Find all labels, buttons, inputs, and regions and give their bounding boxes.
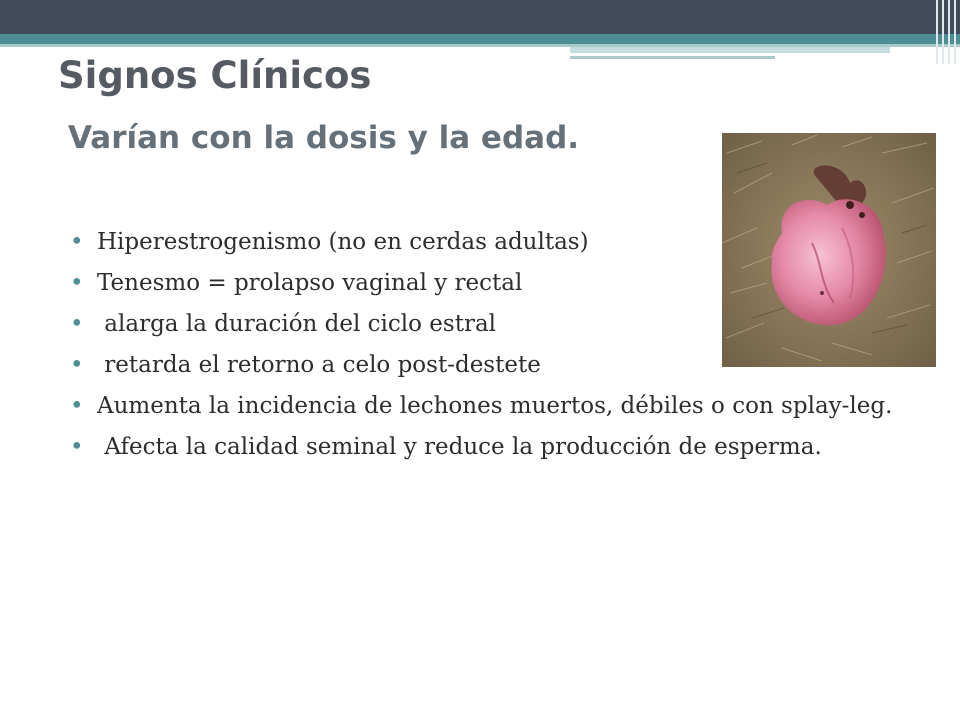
bullet-dot-icon: •	[70, 434, 84, 460]
bullet-item	[70, 388, 920, 425]
slide-title: Signos Clínicos	[58, 54, 372, 97]
slide-subtitle: Varían con la dosis y la edad.	[68, 120, 580, 156]
bullet-dot-icon: •	[70, 393, 84, 419]
bullet-dot-icon: •	[70, 270, 84, 296]
bullet-text: Hiperestrogenismo (no en cerdas adultas)	[97, 229, 589, 255]
bullet-text: Aumenta la incidencia de lechones muertos, débiles o con splay-leg.	[97, 393, 893, 419]
accent-stripe	[0, 34, 960, 44]
clinical-photo	[722, 133, 936, 367]
top-banner	[0, 0, 960, 34]
bullet-dot-icon: •	[70, 229, 84, 255]
bullet-item	[70, 429, 920, 466]
accent-stripe-shorter	[570, 56, 775, 59]
decorative-vertical-lines	[932, 0, 960, 64]
prolapse-illustration	[722, 133, 936, 367]
bullet-text: retarda el retorno a celo post-destete	[97, 352, 541, 378]
bullet-text: Tenesmo = prolapso vaginal y rectal	[97, 270, 523, 296]
bullet-text: alarga la duración del ciclo estral	[97, 311, 497, 337]
accent-stripe-short	[570, 47, 890, 53]
bullet-dot-icon: •	[70, 311, 84, 337]
bullet-text: Afecta la calidad seminal y reduce la producción de esperma.	[97, 434, 822, 460]
bullet-dot-icon: •	[70, 352, 84, 378]
